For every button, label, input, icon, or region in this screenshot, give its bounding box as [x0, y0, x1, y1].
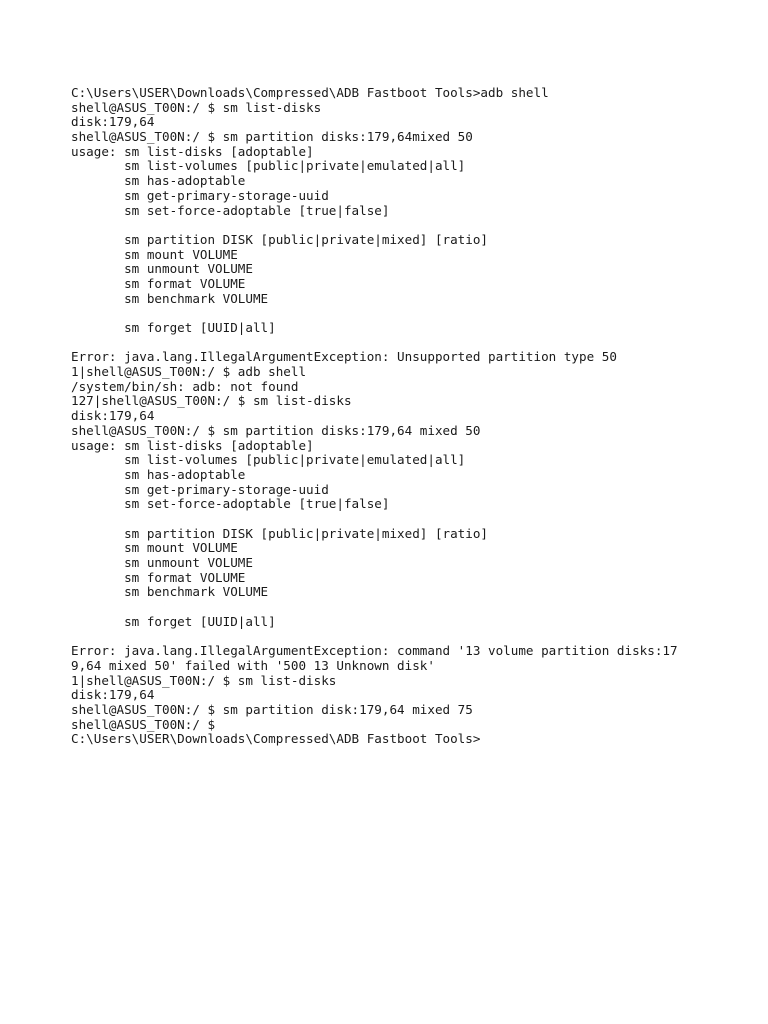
console-line: sm has-adoptable — [71, 174, 246, 189]
console-line: sm format VOLUME — [71, 276, 246, 291]
console-line: shell@ASUS_T00N:/ $ — [71, 717, 216, 732]
console-line: sm partition DISK [public|private|mixed] [ratio] — [71, 526, 489, 541]
console-line: disk:179,64 — [71, 409, 155, 424]
console-line: sm partition DISK [public|private|mixed] [ratio] — [71, 232, 489, 247]
blank-line — [71, 512, 731, 527]
console-line: shell@ASUS_T00N:/ $ sm partition disk:179,64 mixed 75 — [71, 702, 473, 717]
console-line: sm unmount VOLUME — [71, 556, 253, 570]
console-line: sm format VOLUME — [71, 570, 246, 585]
console-line: 9,64 mixed 50' failed with '500 13 Unknown disk' — [71, 658, 435, 673]
console-line: Error: java.lang.IllegalArgumentException: Unsupported partition type 50 — [71, 350, 617, 365]
console-line: sm set-force-adoptable [true|false] — [71, 203, 390, 218]
console-line: sm unmount VOLUME — [71, 262, 253, 277]
console-line: sm get-primary-storage-uuid — [71, 482, 329, 497]
console-line: usage: sm list-disks [adoptable] — [71, 438, 314, 453]
console-line: sm mount VOLUME — [71, 541, 238, 556]
console-line: sm set-force-adoptable [true|false] — [71, 497, 390, 512]
console-line: sm list-volumes [public|private|emulated|all] — [71, 453, 466, 468]
blank-line — [71, 336, 731, 351]
console-line: sm get-primary-storage-uuid — [71, 188, 329, 203]
console-line: 1|shell@ASUS_T00N:/ $ sm list-disks — [71, 673, 337, 688]
console-line: disk:179,64 — [71, 688, 155, 703]
console-line: shell@ASUS_T00N:/ $ sm list-disks — [71, 100, 322, 115]
console-line: usage: sm list-disks [adoptable] — [71, 144, 314, 159]
console-line: sm has-adoptable — [71, 467, 246, 482]
blank-line — [71, 600, 731, 615]
console-line: sm forget [UUID|all] — [71, 321, 276, 335]
console-line: disk:179,64 — [71, 115, 155, 130]
blank-line — [71, 629, 731, 644]
console-line: 1|shell@ASUS_T00N:/ $ adb shell — [71, 365, 307, 380]
console-line: Error: java.lang.IllegalArgumentException: command '13 volume partition disks:17 — [71, 644, 678, 659]
console-line: shell@ASUS_T00N:/ $ sm partition disks:179,64mixed 50 — [71, 130, 473, 145]
console-line: /system/bin/sh: adb: not found — [71, 379, 299, 394]
console-line: 127|shell@ASUS_T00N:/ $ sm list-disks — [71, 394, 352, 409]
console-transcript — [71, 86, 731, 747]
console-line: sm list-volumes [public|private|emulated|all] — [71, 159, 466, 174]
blank-line — [71, 306, 731, 321]
console-line: C:\Users\USER\Downloads\Compressed\ADB Fastboot Tools>adb shell — [71, 86, 549, 100]
blank-line — [71, 218, 731, 233]
console-line: shell@ASUS_T00N:/ $ sm partition disks:179,64 mixed 50 — [71, 423, 481, 438]
console-line: sm benchmark VOLUME — [71, 291, 269, 306]
console-line: sm mount VOLUME — [71, 247, 238, 262]
console-line: sm forget [UUID|all] — [71, 614, 276, 629]
console-line: C:\Users\USER\Downloads\Compressed\ADB Fastboot Tools> — [71, 732, 481, 747]
console-line: sm benchmark VOLUME — [71, 585, 269, 600]
